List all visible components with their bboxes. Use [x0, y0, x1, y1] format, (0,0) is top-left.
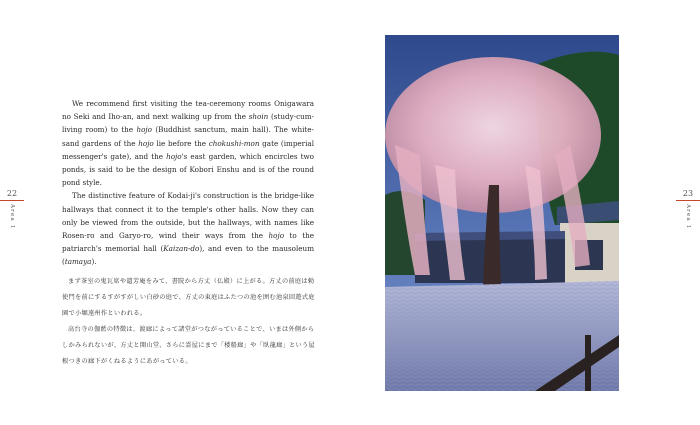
italic-term: hojo: [136, 125, 152, 135]
text-run: to the patriarch's memorial hall (: [62, 231, 314, 254]
japanese-text: [62, 274, 318, 370]
italic-term: Kaizan-do: [163, 244, 200, 254]
left-page-rule: [0, 200, 24, 201]
right-page-marker: [676, 189, 700, 230]
left-page-marker: [0, 189, 24, 230]
italic-term: shoin: [248, 112, 269, 122]
japanese-paragraph-2: 高台寺の伽藍の特徴は、渡廊によって諸堂がつながっていることで、いまは外側からしかみられないが、方丈と開山堂、さらに霊屋にまで「楼船廊」や「臥龍廊」という屋根つきの廊下がくねるようにあがっている。: [62, 326, 316, 365]
left-page-number: 22: [6, 189, 18, 198]
text-run: lie before the: [153, 138, 209, 148]
italic-term: chokushi-mon: [208, 138, 260, 148]
raked-pattern: [385, 281, 619, 391]
italic-term: hojo's: [166, 151, 188, 161]
text-run: The distinctive feature of Kodai-ji's construction is the bridge-like hallways that connect it to the temple's other halls. Now they can only be viewed from the outside, but the hallways, with names like Rosen-ro and Garyo-ro, wind their ways from the: [62, 191, 314, 241]
text-run: ).: [91, 257, 97, 267]
right-page-number: 23: [682, 189, 694, 198]
italic-term: tamaya: [64, 257, 92, 267]
text-run: gate (imperial messenger's gate), and the: [62, 138, 314, 161]
right-running-head: Area 1: [685, 204, 691, 230]
photo-illustration: [385, 35, 619, 391]
text-run: (study-cum-living room) to the: [62, 112, 314, 135]
italic-term: hojo: [268, 231, 285, 241]
text-run: east garden, which encircles two ponds, is said to be the design of Kobori Enshu and is of the round pond style.: [62, 151, 315, 188]
text-run: (Buddhist sanctum, main hall). The white-sand gardens of the: [62, 125, 314, 148]
english-text: [62, 97, 314, 269]
japanese-paragraph-1: まず茶室の鬼瓦席や遺芳庵をみて、書院から方丈（仏殿）に上がる。方丈の前庭は勅使門を前にするすがすがしい白砂の庭で、方丈の東庭はふたつの池を囲む池泉回遊式庭園で小堀遠州作といわれる。: [62, 278, 315, 317]
railing-post: [585, 335, 591, 391]
italic-term: hojo: [138, 138, 154, 148]
right-page-rule: [676, 200, 700, 201]
text-run: ), and even to the mausoleum (: [62, 244, 315, 267]
text-run: We recommend first visiting the tea-ceremony rooms Onigawara no Seki and Iho-an, and next walking up from the: [62, 99, 314, 122]
english-paragraph-2: [62, 189, 314, 268]
english-paragraph-1: [62, 97, 314, 189]
left-running-head: Area 1: [9, 204, 15, 230]
cherry-tree-photo: [385, 35, 619, 391]
